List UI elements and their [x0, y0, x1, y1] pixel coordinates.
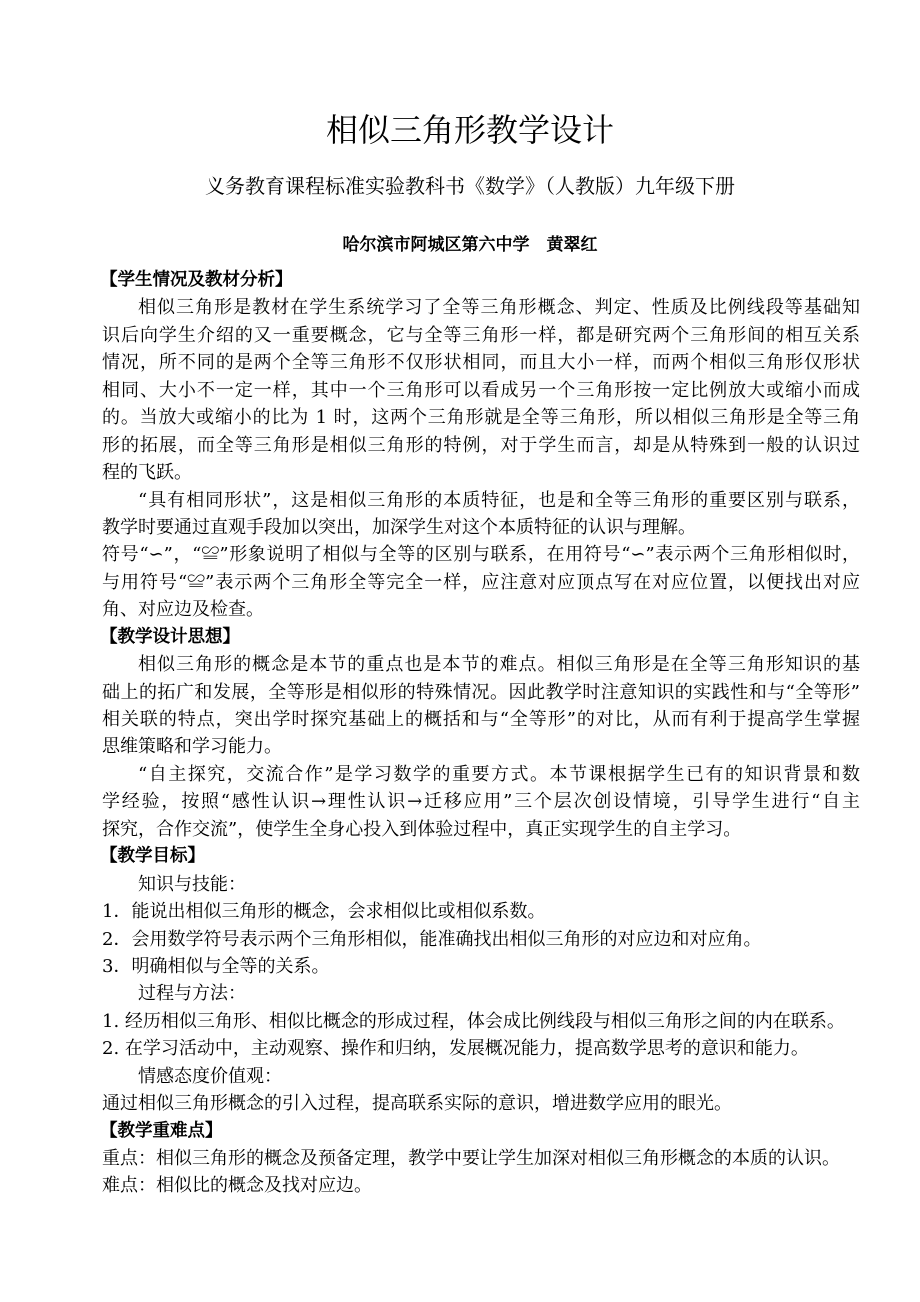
paragraph-line: 3．明确相似与全等的关系。: [102, 955, 330, 977]
section-heading: 【教学重难点】: [100, 1120, 223, 1141]
paragraph-line: 1．能说出相似三角形的概念，会求相似比或相似系数。: [102, 901, 546, 923]
paragraph-line: 角、对应边及检查。: [102, 599, 264, 621]
paragraph-line: 2．会用数学符号表示两个三角形相似，能准确找出相似三角形的对应边和对应角。: [102, 928, 762, 950]
document-author: 哈尔滨市阿城区第六中学 黄翠红: [342, 235, 598, 255]
paragraph-line: 相关联的特点，突出学时探究基础上的概括和与“全等形”的对比，从而有利于提高学生掌握: [102, 709, 860, 730]
paragraph-line: 情感态度价值观：: [138, 1065, 282, 1087]
document-title: 相似三角形教学设计: [325, 111, 614, 149]
paragraph-line: 探究，合作交流”，使学生全身心投入到体验过程中，真正实现学生的自主学习。: [102, 818, 742, 840]
paragraph-line: 相同、大小不一定一样，其中一个三角形可以看成另一个三角形按一定比例放大或缩小而成: [102, 379, 860, 401]
paragraph-line: 教学时要通过直观手段加以突出，加深学生对这个本质特征的认识与理解。: [102, 516, 696, 538]
paragraph-line: 2. 在学习活动中，主动观察、操作和归纳，发展概况能力，提高数学思考的意识和能力。: [102, 1038, 809, 1060]
paragraph-line: 通过相似三角形概念的引入过程，提高联系实际的意识，增进数学应用的眼光。: [102, 1093, 732, 1115]
paragraph-line: 知识与技能：: [138, 873, 246, 895]
document-body: [102, 267, 860, 1200]
paragraph-line: “自主探究，交流合作”是学习数学的重要方式。本节课根据学生已有的知识背景和数: [138, 763, 860, 785]
paragraph-line: 础上的拓广和发展，全等形是相似形的特殊情况。因此教学时注意知识的实践性和与“全等形”: [102, 681, 860, 703]
paragraph-line: 的。当放大或缩小的比为 1 时，这两个三角形就是全等三角形，所以相似三角形是全等三角: [102, 407, 860, 429]
paragraph-line: 识后向学生介绍的又一重要概念，它与全等三角形一样，都是研究两个三角形间的相互关系: [102, 324, 860, 346]
paragraph-line: 符号“∽”，“≌”形象说明了相似与全等的区别与联系，在用符号“∽”表示两个三角形相似时，: [102, 544, 860, 566]
section-heading: 【教学设计思想】: [100, 626, 240, 647]
paragraph-line: 1. 经历相似三角形、相似比概念的形成过程，体会成比例线段与相似三角形之间的内在联系。: [102, 1010, 845, 1032]
section-heading: 【学生情况及教材分析】: [100, 270, 293, 290]
paragraph-line: 过程与方法：: [138, 983, 246, 1005]
paragraph-line: 相似三角形是教材在学生系统学习了全等三角形概念、判定、性质及比例线段等基础知: [138, 297, 860, 319]
paragraph-line: 重点：相似三角形的概念及预备定理，教学中要让学生加深对相似三角形概念的本质的认识。: [102, 1148, 840, 1169]
document-subtitle: 义务教育课程标准实验教科书《数学》（人教版）九年级下册: [205, 174, 735, 198]
paragraph-line: 思维策略和学习能力。: [102, 736, 282, 758]
paragraph-line: “具有相同形状”，这是相似三角形的本质特征，也是和全等三角形的重要区别与联系，: [138, 489, 860, 511]
paragraph-line: 与用符号“≌”表示两个三角形全等完全一样，应注意对应顶点写在对应位置，以便找出对应: [102, 571, 860, 593]
paragraph-line: 难点：相似比的概念及找对应边。: [102, 1175, 372, 1197]
paragraph-line: 相似三角形的概念是本节的重点也是本节的难点。相似三角形是在全等三角形知识的基: [138, 654, 860, 676]
paragraph-line: 学经验，按照“感性认识→理性认识→迁移应用”三个层次创设情境，引导学生进行“自主: [102, 791, 860, 813]
paragraph-line: 程的飞跃。: [102, 462, 192, 484]
paragraph-line: 形的拓展，而全等三角形是相似三角形的特例，对于学生而言，却是从特殊到一般的认识过: [102, 434, 860, 456]
section-heading: 【教学目标】: [100, 846, 205, 867]
paragraph-line: 情况，所不同的是两个全等三角形不仅形状相同，而且大小一样，而两个相似三角形仅形状: [102, 352, 860, 374]
